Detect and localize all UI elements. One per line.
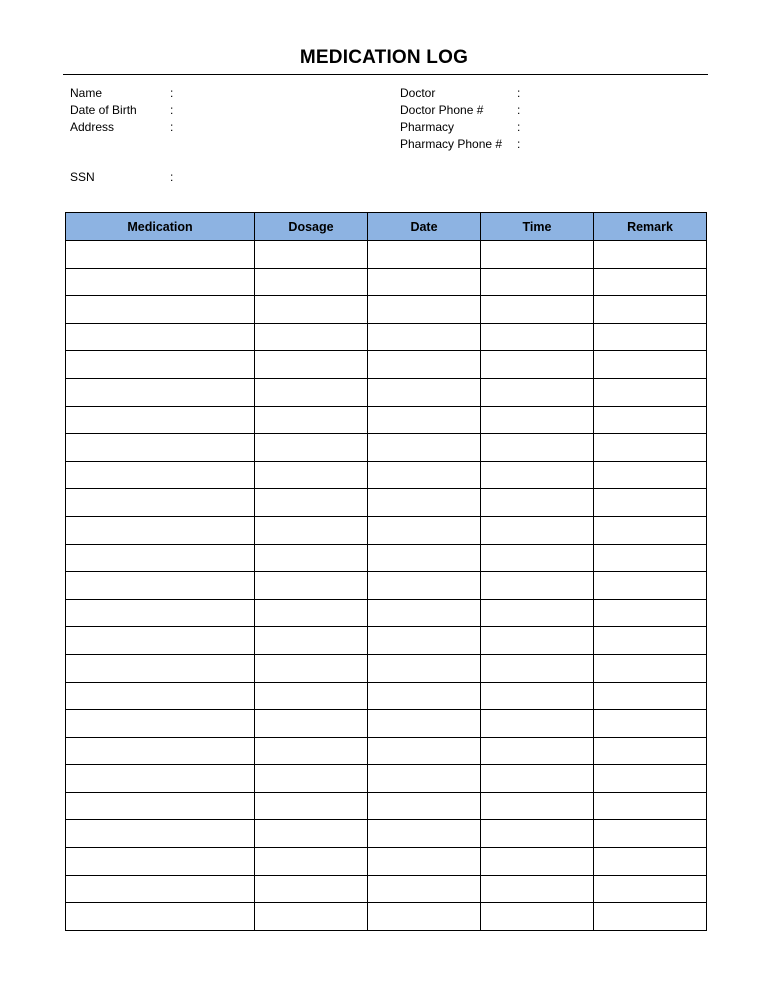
- table-row: [66, 241, 707, 269]
- table-row: [66, 599, 707, 627]
- date-cell[interactable]: [368, 489, 481, 517]
- time-cell[interactable]: [481, 241, 594, 269]
- doctor-field[interactable]: [400, 85, 700, 102]
- medication-cell[interactable]: [66, 710, 255, 738]
- table-row: [66, 323, 707, 351]
- dosage-cell[interactable]: [255, 489, 368, 517]
- medication-cell[interactable]: [66, 848, 255, 876]
- dosage-cell[interactable]: [255, 241, 368, 269]
- medication-cell[interactable]: [66, 627, 255, 655]
- time-cell[interactable]: [481, 792, 594, 820]
- dosage-cell[interactable]: [255, 378, 368, 406]
- pharmacy-phone-label: Pharmacy Phone #: [400, 137, 503, 151]
- column-header-dosage: Dosage: [255, 213, 368, 241]
- table-row: [66, 351, 707, 379]
- table-row: [66, 710, 707, 738]
- table-row: [66, 820, 707, 848]
- date-cell[interactable]: [368, 654, 481, 682]
- dosage-cell[interactable]: [255, 710, 368, 738]
- table-row: [66, 737, 707, 765]
- time-cell[interactable]: [481, 351, 594, 379]
- medication-cell[interactable]: [66, 241, 255, 269]
- address-separator: :: [170, 120, 174, 134]
- medication-cell[interactable]: [66, 544, 255, 572]
- page-title: MEDICATION LOG: [299, 47, 469, 68]
- table-row: [66, 516, 707, 544]
- doctor-label: Doctor: [400, 86, 436, 100]
- dosage-cell[interactable]: [255, 296, 368, 324]
- time-cell[interactable]: [481, 489, 594, 517]
- dosage-cell[interactable]: [255, 351, 368, 379]
- ssn-field[interactable]: [70, 169, 370, 186]
- patient-info-ssn: [70, 169, 370, 186]
- table-row: [66, 461, 707, 489]
- remark-cell[interactable]: [594, 296, 707, 324]
- date-cell[interactable]: [368, 820, 481, 848]
- ssn-label: SSN: [70, 170, 95, 184]
- address-field[interactable]: [70, 119, 370, 136]
- time-cell[interactable]: [481, 268, 594, 296]
- remark-cell[interactable]: [594, 434, 707, 462]
- dosage-cell[interactable]: [255, 654, 368, 682]
- medication-cell[interactable]: [66, 654, 255, 682]
- title-divider: [63, 74, 708, 75]
- remark-cell[interactable]: [594, 599, 707, 627]
- remark-cell[interactable]: [594, 848, 707, 876]
- remark-cell[interactable]: [594, 351, 707, 379]
- remark-cell[interactable]: [594, 572, 707, 600]
- column-header-date: Date: [368, 213, 481, 241]
- medication-cell[interactable]: [66, 875, 255, 903]
- dosage-cell[interactable]: [255, 268, 368, 296]
- date-cell[interactable]: [368, 792, 481, 820]
- remark-cell[interactable]: [594, 461, 707, 489]
- remark-cell[interactable]: [594, 820, 707, 848]
- medication-cell[interactable]: [66, 903, 255, 931]
- name-separator: :: [170, 86, 174, 100]
- dosage-cell[interactable]: [255, 572, 368, 600]
- dosage-cell[interactable]: [255, 599, 368, 627]
- dosage-cell[interactable]: [255, 627, 368, 655]
- medication-cell[interactable]: [66, 296, 255, 324]
- date-cell[interactable]: [368, 296, 481, 324]
- medication-cell[interactable]: [66, 572, 255, 600]
- time-cell[interactable]: [481, 406, 594, 434]
- time-cell[interactable]: [481, 516, 594, 544]
- medication-cell[interactable]: [66, 765, 255, 793]
- dosage-cell[interactable]: [255, 848, 368, 876]
- column-header-time: Time: [481, 213, 594, 241]
- date-cell[interactable]: [368, 682, 481, 710]
- date-cell[interactable]: [368, 903, 481, 931]
- date-cell[interactable]: [368, 516, 481, 544]
- pharmacy-phone-field[interactable]: [400, 136, 700, 153]
- doctor-phone-field[interactable]: [400, 102, 700, 119]
- medication-cell[interactable]: [66, 516, 255, 544]
- date-cell[interactable]: [368, 241, 481, 269]
- date-cell[interactable]: [368, 627, 481, 655]
- dosage-cell[interactable]: [255, 323, 368, 351]
- dosage-cell[interactable]: [255, 406, 368, 434]
- pharmacy-separator: :: [517, 120, 521, 134]
- dosage-cell[interactable]: [255, 903, 368, 931]
- name-field[interactable]: [70, 85, 370, 102]
- time-cell[interactable]: [481, 737, 594, 765]
- name-label: Name: [70, 86, 103, 100]
- medication-cell[interactable]: [66, 461, 255, 489]
- date-cell[interactable]: [368, 710, 481, 738]
- date-cell[interactable]: [368, 461, 481, 489]
- remark-cell[interactable]: [594, 682, 707, 710]
- date-of-birth-field[interactable]: [70, 102, 370, 119]
- date-cell[interactable]: [368, 765, 481, 793]
- medication-cell[interactable]: [66, 737, 255, 765]
- time-cell[interactable]: [481, 323, 594, 351]
- remark-cell[interactable]: [594, 406, 707, 434]
- remark-cell[interactable]: [594, 544, 707, 572]
- dosage-cell[interactable]: [255, 820, 368, 848]
- time-cell[interactable]: [481, 627, 594, 655]
- pharmacy-phone-separator: :: [517, 137, 521, 151]
- remark-cell[interactable]: [594, 268, 707, 296]
- table-row: [66, 875, 707, 903]
- remark-cell[interactable]: [594, 627, 707, 655]
- table-row: [66, 903, 707, 931]
- table-row: [66, 489, 707, 517]
- time-cell[interactable]: [481, 461, 594, 489]
- date-cell[interactable]: [368, 599, 481, 627]
- remark-cell[interactable]: [594, 323, 707, 351]
- time-cell[interactable]: [481, 434, 594, 462]
- doctor-separator: :: [517, 86, 521, 100]
- column-header-remark: Remark: [594, 213, 707, 241]
- remark-cell[interactable]: [594, 378, 707, 406]
- medication-cell[interactable]: [66, 599, 255, 627]
- patient-info-right: [400, 85, 700, 153]
- dosage-cell[interactable]: [255, 737, 368, 765]
- pharmacy-field[interactable]: [400, 119, 700, 136]
- patient-info-left: [70, 85, 370, 136]
- table-row: [66, 682, 707, 710]
- time-cell[interactable]: [481, 710, 594, 738]
- dosage-cell[interactable]: [255, 875, 368, 903]
- time-cell[interactable]: [481, 820, 594, 848]
- medication-cell[interactable]: [66, 434, 255, 462]
- table-row: [66, 434, 707, 462]
- date-cell[interactable]: [368, 406, 481, 434]
- date-of-birth-label: Date of Birth: [70, 103, 137, 117]
- medication-cell[interactable]: [66, 351, 255, 379]
- table-row: [66, 654, 707, 682]
- medication-cell[interactable]: [66, 406, 255, 434]
- dosage-cell[interactable]: [255, 765, 368, 793]
- time-cell[interactable]: [481, 544, 594, 572]
- table-row: [66, 296, 707, 324]
- date-of-birth-separator: :: [170, 103, 174, 117]
- date-cell[interactable]: [368, 875, 481, 903]
- medication-cell[interactable]: [66, 378, 255, 406]
- table-row: [66, 378, 707, 406]
- date-cell[interactable]: [368, 434, 481, 462]
- date-cell[interactable]: [368, 378, 481, 406]
- doctor-phone-separator: :: [517, 103, 521, 117]
- remark-cell[interactable]: [594, 903, 707, 931]
- remark-cell[interactable]: [594, 489, 707, 517]
- table-row: [66, 406, 707, 434]
- remark-cell[interactable]: [594, 516, 707, 544]
- table-row: [66, 572, 707, 600]
- table-header-row: [66, 213, 707, 241]
- table-row: [66, 544, 707, 572]
- ssn-separator: :: [170, 170, 174, 184]
- table-row: [66, 268, 707, 296]
- medication-log-table: [65, 212, 707, 931]
- medication-cell[interactable]: [66, 792, 255, 820]
- remark-cell[interactable]: [594, 710, 707, 738]
- time-cell[interactable]: [481, 654, 594, 682]
- medication-cell[interactable]: [66, 489, 255, 517]
- table-row: [66, 792, 707, 820]
- remark-cell[interactable]: [594, 765, 707, 793]
- dosage-cell[interactable]: [255, 434, 368, 462]
- time-cell[interactable]: [481, 903, 594, 931]
- date-cell[interactable]: [368, 323, 481, 351]
- date-cell[interactable]: [368, 737, 481, 765]
- address-label: Address: [70, 120, 115, 134]
- date-cell[interactable]: [368, 351, 481, 379]
- time-cell[interactable]: [481, 875, 594, 903]
- table-row: [66, 765, 707, 793]
- time-cell[interactable]: [481, 599, 594, 627]
- dosage-cell[interactable]: [255, 792, 368, 820]
- time-cell[interactable]: [481, 848, 594, 876]
- date-cell[interactable]: [368, 268, 481, 296]
- medication-cell[interactable]: [66, 820, 255, 848]
- medication-cell[interactable]: [66, 682, 255, 710]
- remark-cell[interactable]: [594, 737, 707, 765]
- time-cell[interactable]: [481, 378, 594, 406]
- table-row: [66, 848, 707, 876]
- medication-cell[interactable]: [66, 323, 255, 351]
- time-cell[interactable]: [481, 296, 594, 324]
- dosage-cell[interactable]: [255, 544, 368, 572]
- pharmacy-label: Pharmacy: [400, 120, 455, 134]
- remark-cell[interactable]: [594, 241, 707, 269]
- date-cell[interactable]: [368, 572, 481, 600]
- medication-cell[interactable]: [66, 268, 255, 296]
- date-cell[interactable]: [368, 544, 481, 572]
- table-row: [66, 627, 707, 655]
- time-cell[interactable]: [481, 682, 594, 710]
- time-cell[interactable]: [481, 765, 594, 793]
- remark-cell[interactable]: [594, 875, 707, 903]
- remark-cell[interactable]: [594, 792, 707, 820]
- table-body: [66, 241, 707, 931]
- time-cell[interactable]: [481, 572, 594, 600]
- dosage-cell[interactable]: [255, 516, 368, 544]
- dosage-cell[interactable]: [255, 461, 368, 489]
- doctor-phone-label: Doctor Phone #: [400, 103, 484, 117]
- remark-cell[interactable]: [594, 654, 707, 682]
- dosage-cell[interactable]: [255, 682, 368, 710]
- date-cell[interactable]: [368, 848, 481, 876]
- column-header-medication: Medication: [66, 213, 255, 241]
